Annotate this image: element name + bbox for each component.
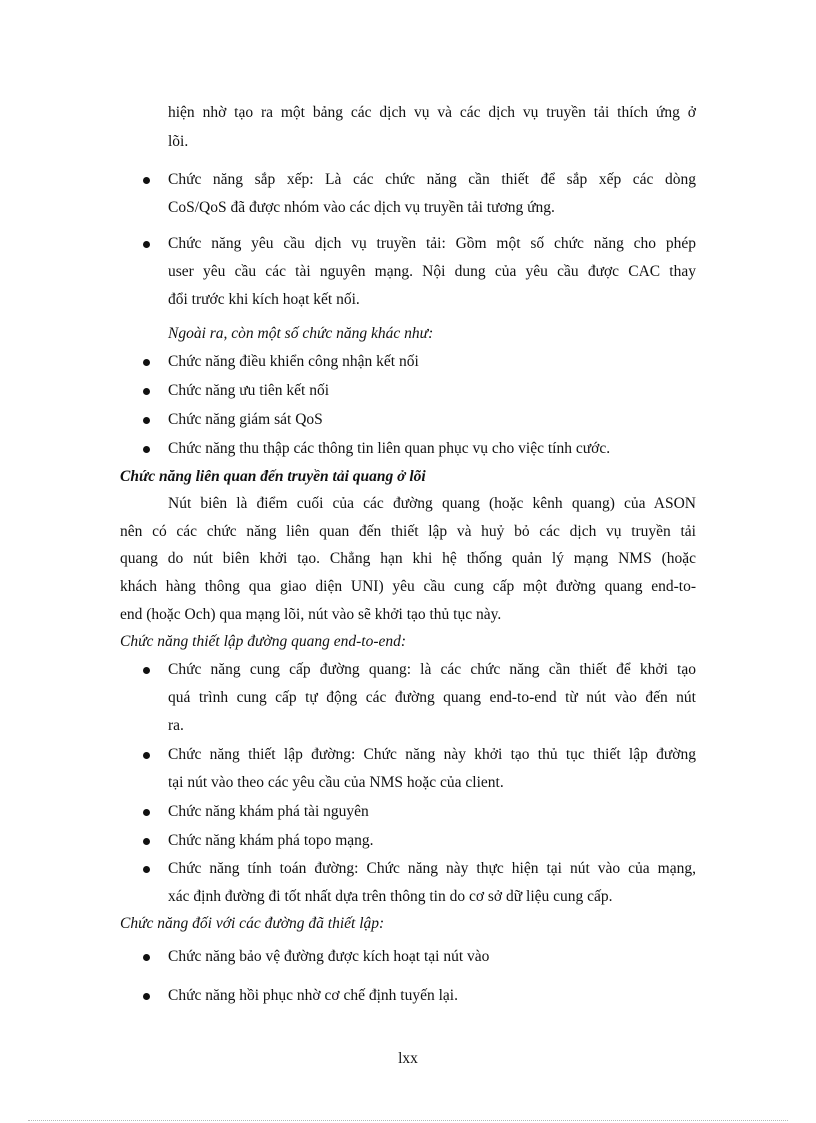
- bullet-icon: [143, 667, 150, 674]
- bullet-billing: Chức năng thu thập các thông tin liên quan phục vụ cho việc tính cước.: [168, 440, 611, 457]
- footer-divider: [28, 1120, 788, 1121]
- bullet-path-setup-line-1: Chức năng thiết lập đường: Chức năng này khởi tạo thủ tục thiết lập đường: [168, 746, 696, 763]
- bullet-path-compute-line-1: Chức năng tính toán đường: Chức năng này thực hiện tại nút vào của mạng,: [168, 860, 696, 877]
- page-number: lxx: [398, 1050, 418, 1067]
- bullet-path-protection: Chức năng bảo vệ đường được kích hoạt tại nút vào: [168, 948, 490, 965]
- bullet-icon: [143, 866, 150, 873]
- para-core-line-5: end (hoặc Och) qua mạng lõi, nút vào sẽ khởi tạo thủ tục này.: [120, 606, 502, 623]
- bullet-provision-line-1: Chức năng cung cấp đường quang: là các chức năng cần thiết để khởi tạo: [168, 661, 696, 678]
- heading-core-transport: Chức năng liên quan đến truyền tải quang ở lõi: [120, 468, 426, 485]
- bullet-path-setup-line-2: tại nút vào theo các yêu cầu của NMS hoặc của client.: [168, 774, 504, 791]
- para-core-line-4: khách hàng thông qua giao diện UNI) yêu cầu cung cấp một đường quang end-to-: [120, 578, 696, 595]
- bullet-icon: [143, 809, 150, 816]
- bullet-icon: [143, 359, 150, 366]
- bullet-icon: [143, 993, 150, 1000]
- para-core-line-3: quang do nút biên khởi tạo. Chẳng hạn khi hệ thống quản lý mạng NMS (hoặc: [120, 550, 696, 567]
- intro-line-1: hiện nhờ tạo ra một bảng các dịch vụ và các dịch vụ truyền tải thích ứng ở: [168, 104, 696, 121]
- heading-e2e-setup: Chức năng thiết lập đường quang end-to-end:: [120, 633, 407, 650]
- bullet-request-line-3: đổi trước khi kích hoạt kết nối.: [168, 291, 360, 308]
- bullet-admission: Chức năng điều khiển công nhận kết nối: [168, 353, 419, 370]
- bullet-provision-line-3: ra.: [168, 717, 184, 734]
- bullet-icon: [143, 177, 150, 184]
- bullet-priority: Chức năng ưu tiên kết nối: [168, 382, 330, 399]
- bullet-icon: [143, 446, 150, 453]
- para-core-line-1: Nút biên là điểm cuối của các đường quang (hoặc kênh quang) của ASON: [168, 495, 696, 512]
- heading-established-paths: Chức năng đối với các đường đã thiết lập:: [120, 915, 385, 932]
- other-functions-intro: Ngoài ra, còn một số chức năng khác như:: [168, 325, 434, 342]
- bullet-request-line-1: Chức năng yêu cầu dịch vụ truyền tải: Gồm một số chức năng cho phép: [168, 235, 696, 252]
- bullet-sort-line-2: CoS/QoS đã được nhóm vào các dịch vụ truyền tải tương ứng.: [168, 199, 555, 216]
- bullet-qos-monitor: Chức năng giám sát QoS: [168, 411, 323, 428]
- bullet-icon: [143, 838, 150, 845]
- bullet-icon: [143, 241, 150, 248]
- intro-line-2: lõi.: [168, 133, 189, 150]
- bullet-sort-line-1: Chức năng sắp xếp: Là các chức năng cần thiết để sắp xếp các dòng: [168, 171, 696, 188]
- bullet-topology-discovery: Chức năng khám phá topo mạng.: [168, 832, 374, 849]
- bullet-icon: [143, 954, 150, 961]
- bullet-path-compute-line-2: xác định đường đi tốt nhất dựa trên thông tin do cơ sở dữ liệu cung cấp.: [168, 888, 613, 905]
- bullet-icon: [143, 388, 150, 395]
- bullet-resource-discovery: Chức năng khám phá tài nguyên: [168, 803, 369, 820]
- bullet-icon: [143, 752, 150, 759]
- bullet-provision-line-2: quá trình cung cấp tự động các đường quang end-to-end từ nút vào đến nút: [168, 689, 696, 706]
- para-core-line-2: nên có các chức năng liên quan đến thiết lập và huỷ bỏ các dịch vụ truyền tải: [120, 523, 696, 540]
- bullet-rerouting-recovery: Chức năng hồi phục nhờ cơ chế định tuyến lại.: [168, 987, 458, 1004]
- bullet-icon: [143, 417, 150, 424]
- bullet-request-line-2: user yêu cầu các tài nguyên mạng. Nội dung của yêu cầu được CAC thay: [168, 263, 696, 280]
